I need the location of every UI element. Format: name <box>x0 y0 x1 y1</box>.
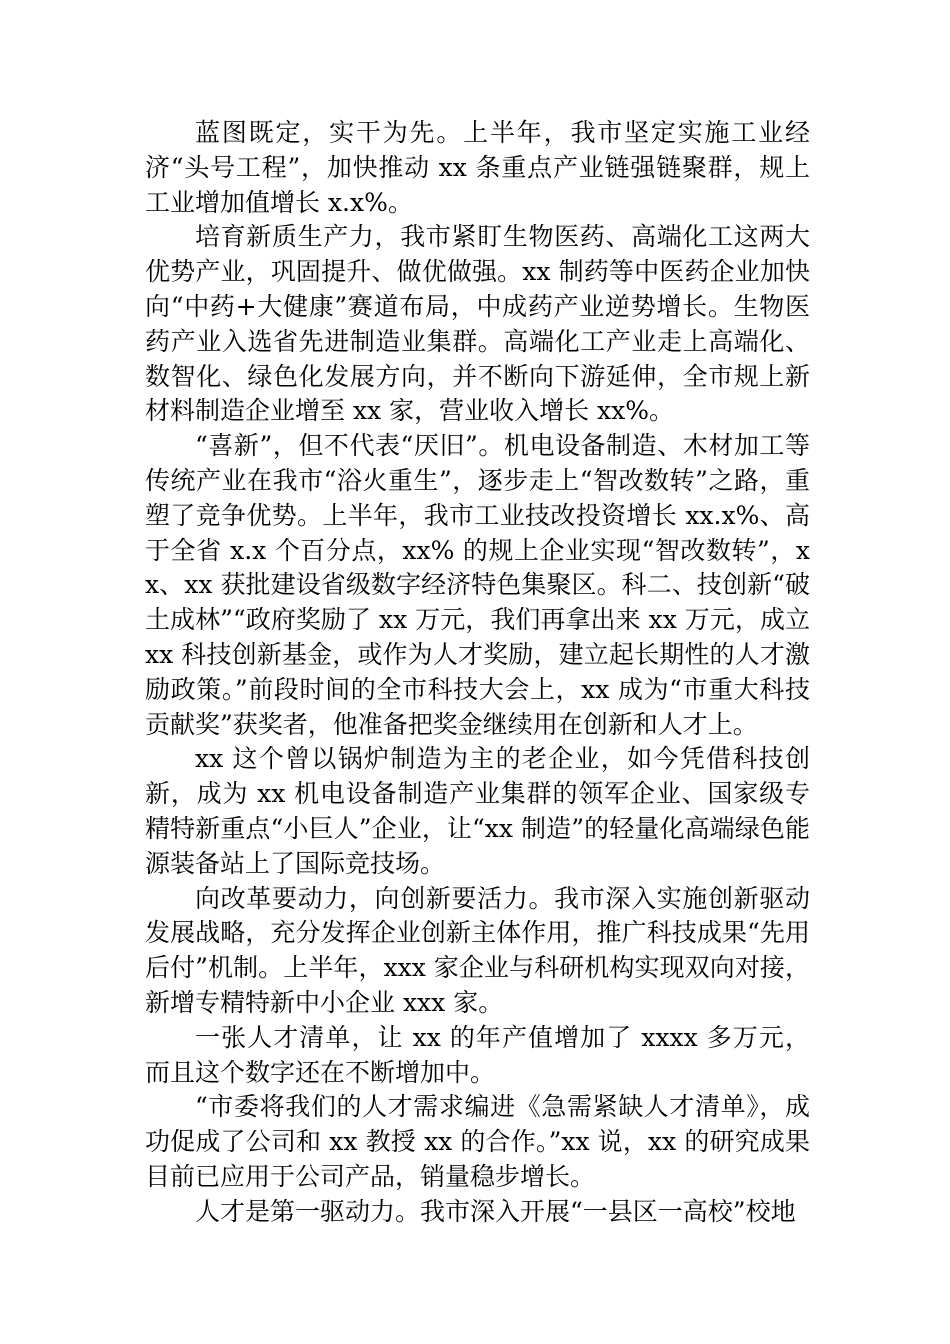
paragraph-7: “市委将我们的人才需求编进《急需紧缺人才清单》，成功促成了公司和 xx 教授 xx 的合作。”xx 说，xx 的研究成果目前已应用于公司产品，销量稳步增长。 <box>145 1092 810 1191</box>
paragraph-8: 人才是第一驱动力。我市深入开展“一县区一高校”校地 <box>195 1196 796 1226</box>
paragraph-2: 培育新质生产力，我市紧盯生物医药、高端化工这两大优势产业，巩固提升、做优做强。xx 制药等中医药企业加快向“中药+大健康”赛道布局，中成药产业逆势增长。生物医药产业入选省先进制造业集群。高端化工产业走上高端化、数智化、绿色化发展方向，并不断向下游延伸，全市规上新材料制造企业增至 xx 家，营业收入增长 xx%。 <box>145 222 810 426</box>
paragraph-3: “喜新”，但不代表“厌旧”。机电设备制造、木材加工等传统产业在我市“浴火重生”，逐步走上“智改数转”之路，重塑了竞争优势。上半年，我市工业技改投资增长 xx.x%、高于全省 x.x 个百分点，xx% 的规上企业实现“智改数转”，xx、xx 获批建设省级数字经济特色集聚区。科二、技创新“破土成林”“政府奖励了 xx 万元，我们再拿出来 xx 万元，成立 xx 科技创新基金，或作为人才奖励，建立起长期性的人才激励政策。”前段时间的全市科技大会上，xx 成为“市重大科技贡献奖”获奖者，他准备把奖金继续用在创新和人才上。 <box>145 431 810 739</box>
paragraph-4: xx 这个曾以锅炉制造为主的老企业，如今凭借科技创新，成为 xx 机电设备制造产业集群的领军企业、国家级专精特新重点“小巨人”企业，让“xx 制造”的轻量化高端绿色能源装备站上了国际竞技场。 <box>145 744 810 878</box>
paragraph-6: 一张人才清单，让 xx 的年产值增加了 xxxx 多万元，而且这个数字还在不断增加中。 <box>145 1022 810 1087</box>
paragraph-1: 蓝图既定，实干为先。上半年，我市坚定实施工业经济“头号工程”，加快推动 xx 条重点产业链强链聚群，规上工业增加值增长 x.x%。 <box>145 118 810 217</box>
article-body <box>145 116 810 1230</box>
paragraph-5: 向改革要动力，向创新要活力。我市深入实施创新驱动发展战略，充分发挥企业创新主体作用，推广科技成果“先用后付”机制。上半年，xxx 家企业与科研机构实现双向对接，新增专精特新中小企业 xxx 家。 <box>145 883 810 1017</box>
